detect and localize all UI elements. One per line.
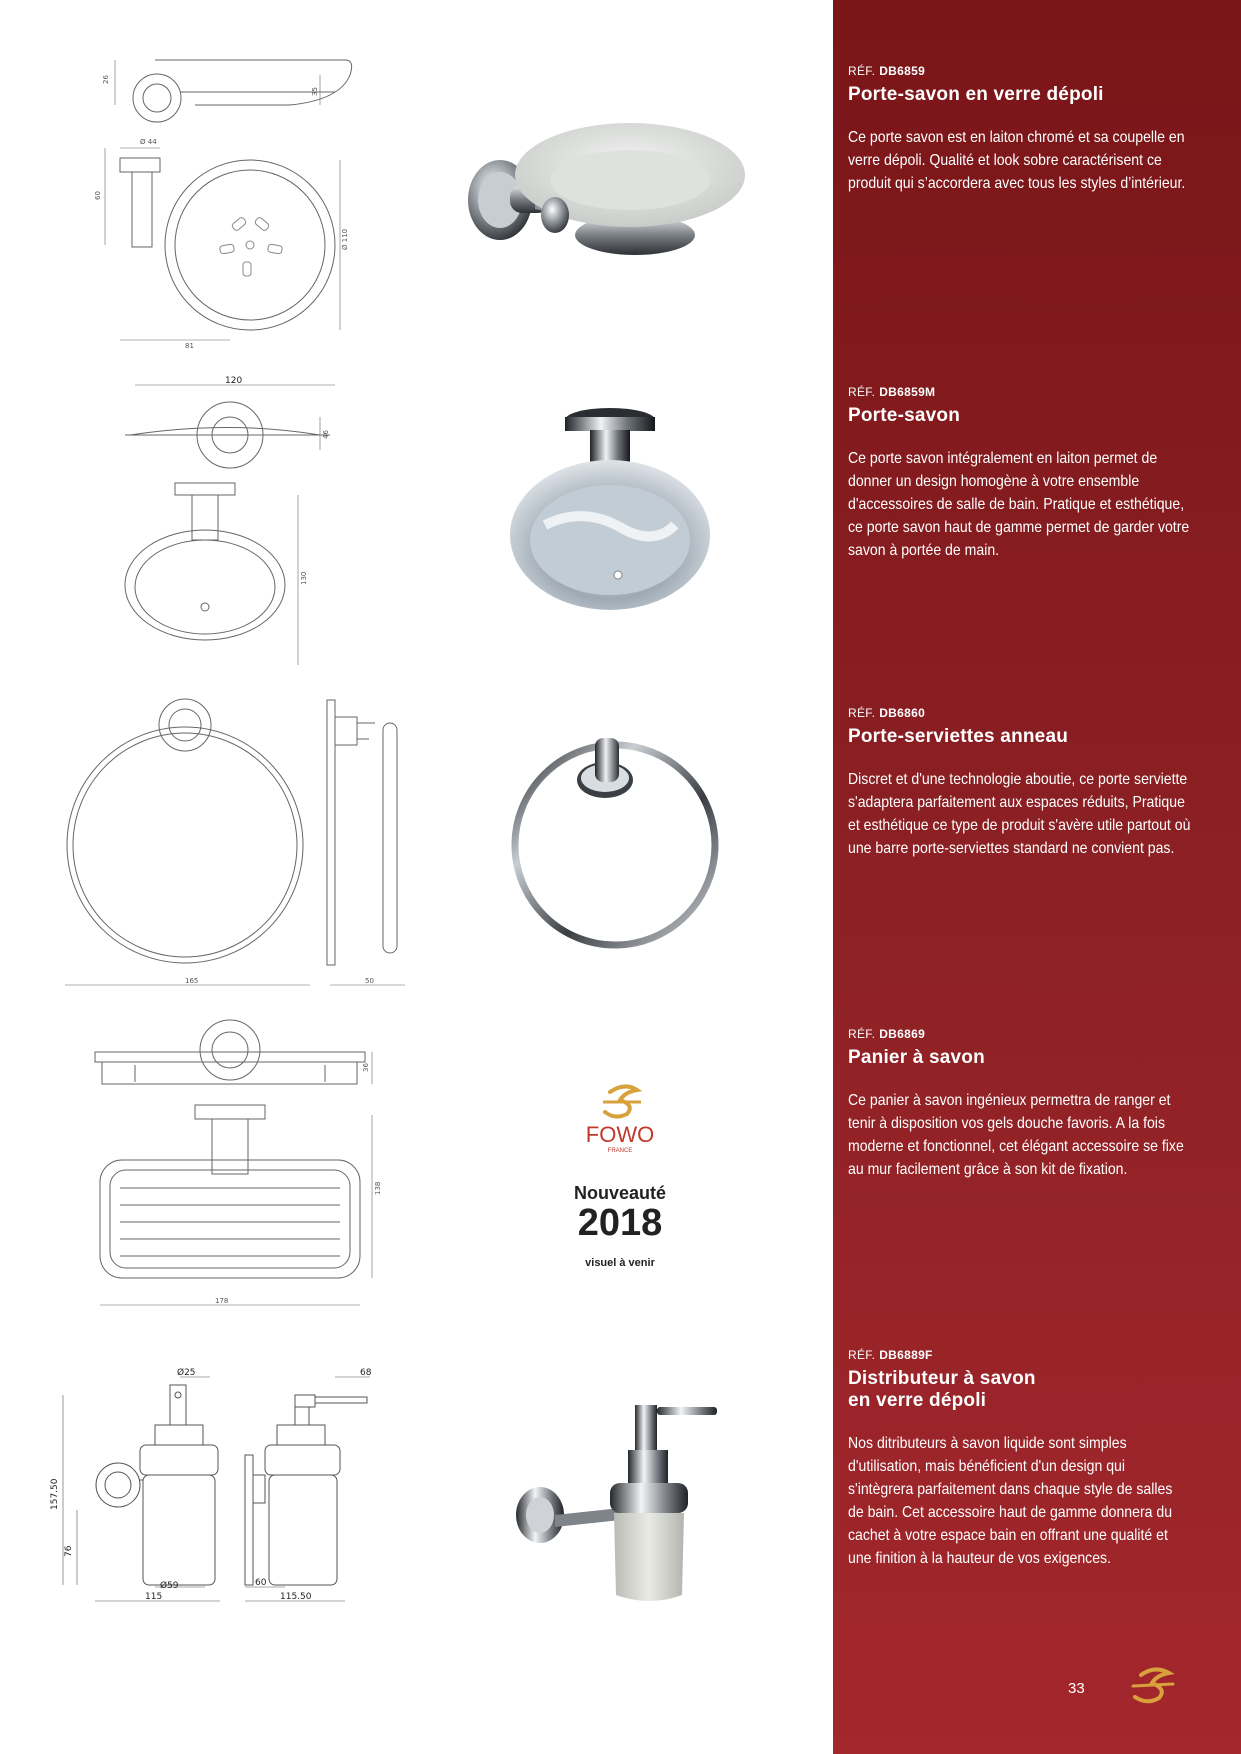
product-title: Porte-serviettes anneau [848,726,1069,747]
dim-d110: Ø 110 [341,228,349,250]
badge-year: 2018 [577,1202,663,1244]
dim-138: 138 [374,1181,382,1195]
product-photo-db6860 [500,730,740,960]
dim-60: 60 [94,191,102,200]
dim-115: 115 [145,1592,163,1602]
technical-drawing-db6869 [90,1020,382,1310]
product-photo-db6859 [455,125,795,275]
product-description: Ce porte savon est en laiton chromé et sa coupelle en verre dépoli. Qualité et look sobre caractérisent ce produit qui s’accordera avec tous les styles d’intérieur. [848,129,1186,192]
dim-81: 81 [185,342,194,350]
product-title: Porte-savon [848,405,961,426]
dim-130: 130 [300,571,308,585]
fowo-wordmark: FOWO [585,1122,655,1147]
product-description: Ce porte savon intégralement en laiton permet de donner un design homogène à votre ensemble d'accessoires de salle de bain. Pratique et esthétique, ce porte savon haut de gamme permet de garder votre savon à portée de main. [848,450,1190,559]
dim-35: 35 [311,87,319,96]
product-db6869 [848,1027,1188,1181]
product-ref: RÉF. DB6889F [848,1348,933,1362]
dim-46: 46 [322,430,330,439]
dim-d59: Ø59 [160,1581,179,1591]
fowo-subtext: FRANCE [607,1148,633,1154]
product-description: Ce panier à savon ingénieux permettra de ranger et tenir à disposition vos gels douche favoris. A la fois moderne et fonctionnel, cet élégant accessoire se fixe au mur facilement grâce à son kit de fixation. [848,1092,1184,1178]
brand-emblem-icon [1123,1665,1183,1715]
fowo-logo [565,1080,675,1160]
dim-68: 68 [360,1368,372,1378]
dim-d25: Ø25 [177,1368,196,1378]
dim-d44: Ø 44 [140,138,157,146]
dim-26: 26 [102,75,110,84]
product-db6859 [848,64,1188,195]
dim-50: 50 [365,977,374,985]
product-description: Nos ditributeurs à savon liquide sont simples d'utilisation, mais bénéficient d'un design qui s'intègrera parfaitement dans chaque style de salles de bain. Cet accessoire haut de gamme donnera du cachet à votre espace bain en offrant une qualité et une finition à la hauteur de vos exigences. [848,1435,1173,1567]
product-db6860 [848,706,1191,860]
dim-36: 36 [362,1063,370,1072]
technical-drawing-db6889f [45,1365,430,1615]
badge-headline: Nouveauté [573,1183,667,1203]
dim-115-50: 115.50 [280,1592,312,1602]
page-number: 33 [1068,1680,1085,1697]
dim-165: 165 [185,977,199,985]
product-title: Porte-savon en verre dépoli [848,84,1104,105]
product-description: Discret et d'une technologie aboutie, ce porte serviette s'adaptera parfaitement aux espaces réduits, Pratique et esthétique ce type de produit s'avère utile partout où une barre porte-serviettes standard ne convient pas. [848,771,1191,857]
product-ref: RÉF. DB6859 [848,64,926,78]
technical-drawing-db6859 [94,50,380,350]
product-ref: RÉF. DB6859M [848,385,936,399]
product-ref: RÉF. DB6869 [848,1027,926,1041]
product-photo-db6889f [510,1395,730,1610]
product-photo-db6859m [505,405,715,635]
product-ref: RÉF. DB6860 [848,706,926,720]
badge-subtitle: visuel à venir [585,1257,655,1269]
dim-76: 76 [64,1545,74,1557]
product-db6889f [848,1348,1188,1570]
dim-178: 178 [215,1297,229,1305]
dim-60: 60 [255,1578,267,1588]
product-db6859m [848,385,1188,562]
product-description-sidebar [833,0,1241,1754]
technical-drawing-db6860 [65,695,405,990]
technical-drawing-db6859m [120,375,350,675]
dim-157: 157.50 [50,1478,60,1510]
new-2018-badge [545,1183,695,1269]
dim-120: 120 [225,376,243,386]
product-title: Distributeur à savon en verre dépoli [848,1368,1036,1411]
product-title: Panier à savon [848,1047,985,1068]
